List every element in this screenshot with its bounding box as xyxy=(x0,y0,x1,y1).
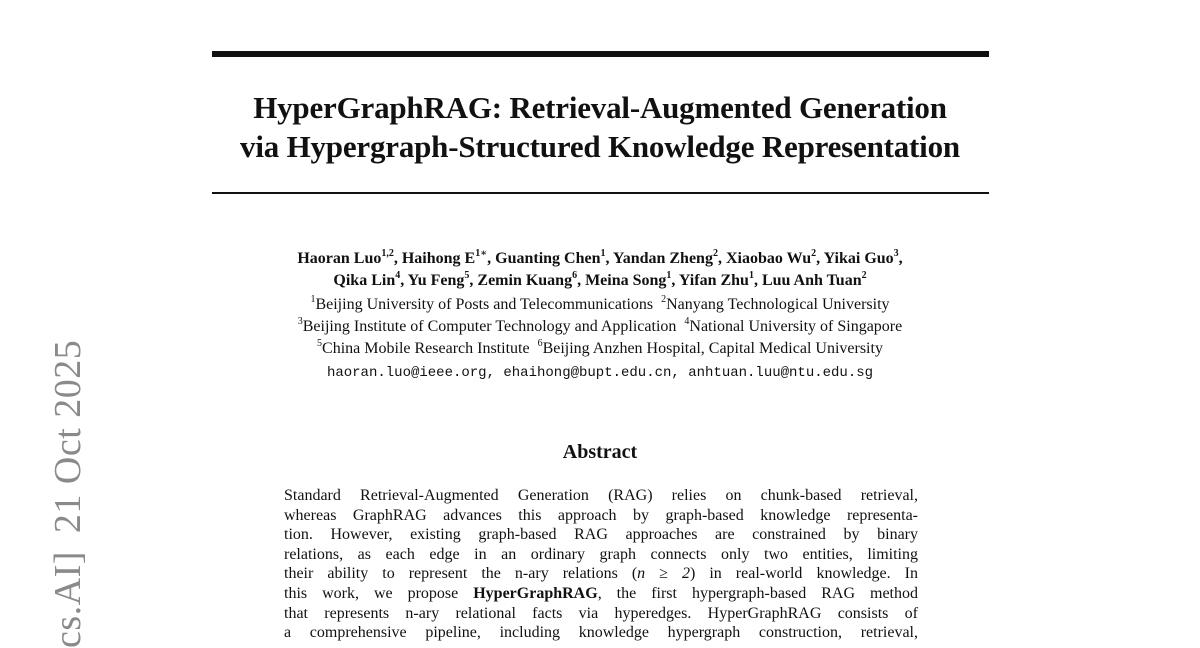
author-affiliation-mark: 3 xyxy=(893,247,899,259)
paper-title-line-2: via Hypergraph-Structured Knowledge Representation xyxy=(240,129,960,164)
author-affiliation-mark: 1 xyxy=(666,269,672,281)
affiliation-name: Beijing University of Posts and Telecommunications xyxy=(315,296,654,313)
abstract-line xyxy=(284,564,918,584)
abstract-math: n ≥ 2 xyxy=(637,565,690,583)
author: Yifan Zhu xyxy=(678,272,749,289)
author-separator: , xyxy=(469,272,478,289)
affiliation-name: Beijing Anzhen Hospital, Capital Medical University xyxy=(542,340,883,357)
author: Guanting Chen xyxy=(495,250,601,267)
author-separator: , xyxy=(671,272,679,289)
author-list xyxy=(150,248,1050,292)
abstract-text: their ability to represent the n-ary relations ( xyxy=(284,565,638,583)
author-separator: , xyxy=(816,250,824,267)
affiliation-name: China Mobile Research Institute xyxy=(322,340,530,357)
author: Haihong E xyxy=(401,250,476,267)
affiliation-name: Beijing Institute of Computer Technology and Application xyxy=(302,318,677,335)
author-separator: , xyxy=(605,250,613,267)
author-separator: , xyxy=(393,250,402,267)
abstract-heading: Abstract xyxy=(562,441,638,463)
author-separator: , xyxy=(577,272,586,289)
author-separator: , xyxy=(400,272,408,289)
arxiv-identifier-stamp xyxy=(48,340,88,648)
abstract-body xyxy=(284,486,918,643)
affiliation-list xyxy=(150,294,1050,360)
affiliation-number: 4 xyxy=(684,315,690,327)
affiliation-number: 6 xyxy=(537,337,543,349)
arxiv-date: 21 Oct 2025 xyxy=(47,339,89,534)
abstract-line: whereas GraphRAG advances this approach by graph-based knowledge representa- xyxy=(284,506,918,524)
author: Xiaobao Wu xyxy=(725,250,812,267)
affiliation-line-3 xyxy=(150,338,1050,360)
affiliation-number: 5 xyxy=(317,337,323,349)
paper-title-line-1: HyperGraphRAG: Retrieval-Augmented Generation xyxy=(253,90,947,125)
title-top-rule xyxy=(212,51,989,57)
abstract-line: Standard Retrieval-Augmented Generation (RAG) relies on chunk-based retrieval, xyxy=(284,487,918,504)
author-affiliation-mark: 1 xyxy=(748,269,754,281)
abstract-text: this work, we propose xyxy=(284,584,474,602)
abstract-line: tion. However, existing graph-based RAG approaches are constrained by binary xyxy=(284,526,918,544)
abstract-method-name: HyperGraphRAG xyxy=(473,584,598,602)
author-line-1 xyxy=(150,248,1050,270)
author-affiliation-mark: 2 xyxy=(811,247,817,259)
abstract-line: a comprehensive pipeline, including knowledge hypergraph construction, retrieval, xyxy=(284,624,918,642)
author-affiliation-mark: 1,2 xyxy=(381,247,394,259)
affiliation-number: 1 xyxy=(310,293,316,305)
author-line-2 xyxy=(150,270,1050,292)
author-affiliation-mark: 1∗ xyxy=(475,247,488,259)
abstract-line xyxy=(284,584,918,604)
author-separator: , xyxy=(898,250,903,267)
affiliation-line-1 xyxy=(150,294,1050,316)
affiliation-number: 2 xyxy=(661,293,667,305)
paper-title xyxy=(150,88,1050,166)
author-affiliation-mark: 5 xyxy=(464,269,470,281)
affiliation-name: Nanyang Technological University xyxy=(666,296,890,313)
author-separator: , xyxy=(717,250,726,267)
affiliation-line-2 xyxy=(150,316,1050,338)
abstract-line: relations, as each edge in an ordinary graph connects only two entities, limiting xyxy=(284,545,918,563)
author-affiliation-mark: 4 xyxy=(395,269,401,281)
author: Haoran Luo xyxy=(297,250,382,267)
abstract-text: ) in real-world knowledge. In xyxy=(689,565,919,583)
author-affiliation-mark: 2 xyxy=(712,247,718,259)
author: Meina Song xyxy=(585,272,667,289)
author-separator: , xyxy=(753,272,762,289)
author: Zemin Kuang xyxy=(477,272,573,289)
affiliation-name: National University of Singapore xyxy=(689,318,903,335)
author-affiliation-mark: 1 xyxy=(600,247,606,259)
title-bottom-rule xyxy=(212,192,989,194)
affiliation-number: 3 xyxy=(297,315,303,327)
author-affiliation-mark: 2 xyxy=(861,269,867,281)
abstract-text: , the first hypergraph-based RAG method xyxy=(597,584,919,602)
abstract-line: that represents n-ary relational facts via hyperedges. HyperGraphRAG consists of xyxy=(284,604,918,622)
author: Qika Lin xyxy=(333,272,396,289)
author: Yikai Guo xyxy=(823,250,894,267)
arxiv-category: cs.AI] xyxy=(47,551,89,648)
author-affiliation-mark: 6 xyxy=(572,269,578,281)
author-emails: haoran.luo@ieee.org, ehaihong@bupt.edu.cn, anhtuan.luu@ntu.edu.sg xyxy=(326,365,874,381)
author: Luu Anh Tuan xyxy=(761,272,862,289)
author-separator: , xyxy=(487,250,496,267)
author: Yandan Zheng xyxy=(612,250,713,267)
author: Yu Feng xyxy=(407,272,465,289)
